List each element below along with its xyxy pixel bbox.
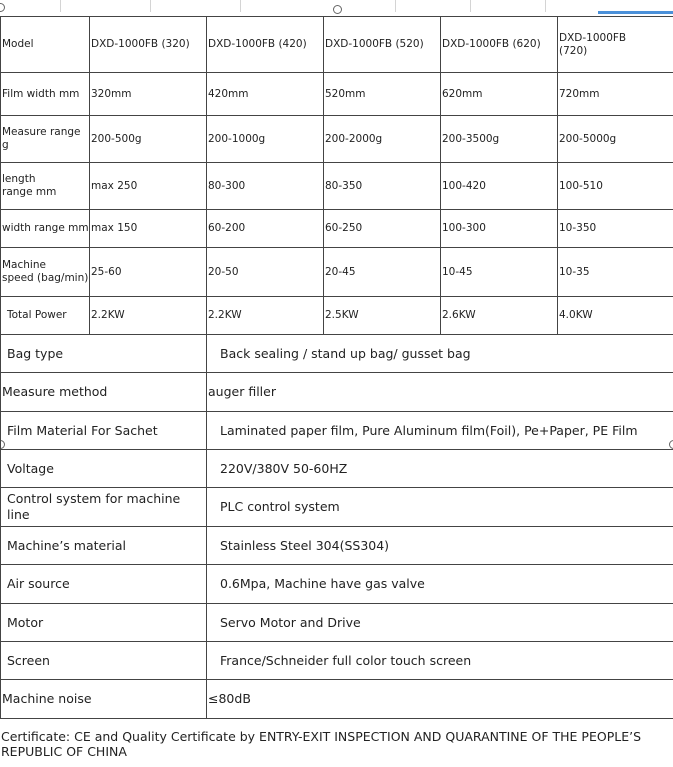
common-row — [1, 373, 673, 412]
model-header-cell: DXD-1000FB (420) — [207, 17, 324, 73]
common-row — [1, 527, 673, 565]
ruler-tick — [470, 0, 471, 12]
common-value-cell: auger filler — [207, 373, 673, 412]
spec-label-cell: width range mm — [1, 210, 90, 248]
spec-value-cell: 80-300 — [207, 163, 324, 210]
spec-label-cell: Machine speed (bag/min) — [1, 248, 90, 297]
spec-value-cell: 100-300 — [441, 210, 558, 248]
spec-label-cell: Film width mm — [1, 73, 90, 116]
spec-value-cell: 2.6KW — [441, 297, 558, 335]
spec-value-cell: 200-5000g — [558, 116, 673, 163]
common-row — [1, 642, 673, 680]
common-label-cell: Machine’s material — [1, 527, 207, 565]
ruler-tick — [395, 0, 396, 12]
spec-value-cell: 2.5KW — [324, 297, 441, 335]
spec-row — [1, 116, 673, 163]
spec-value-cell: 10-45 — [441, 248, 558, 297]
common-value-cell: PLC control system — [207, 488, 673, 527]
spec-value-cell: 2.2KW — [207, 297, 324, 335]
model-header-cell: DXD-1000FB (320) — [90, 17, 207, 73]
common-label-cell: Bag type — [1, 335, 207, 373]
spec-value-cell: 2.2KW — [90, 297, 207, 335]
spec-label-cell: Measure range g — [1, 116, 90, 163]
common-value-cell: Laminated paper film, Pure Aluminum film(Foil), Pe+Paper, PE Film — [207, 412, 673, 450]
spec-row — [1, 297, 673, 335]
spec-value-cell: 720mm — [558, 73, 673, 116]
common-value-cell: France/Schneider full color touch screen — [207, 642, 673, 680]
spec-value-cell: 10-35 — [558, 248, 673, 297]
common-row — [1, 450, 673, 488]
spec-value-cell: 100-420 — [441, 163, 558, 210]
common-label-cell: Film Material For Sachet — [1, 412, 207, 450]
spec-value-cell: 420mm — [207, 73, 324, 116]
spec-table — [0, 16, 673, 719]
spec-value-cell: 60-250 — [324, 210, 441, 248]
model-header-cell: DXD-1000FB (720) — [558, 17, 673, 73]
selection-indicator — [598, 11, 673, 14]
spec-value-cell: 620mm — [441, 73, 558, 116]
spec-row — [1, 210, 673, 248]
spec-value-cell: 20-50 — [207, 248, 324, 297]
spec-value-cell: 20-45 — [324, 248, 441, 297]
spec-value-cell: 10-350 — [558, 210, 673, 248]
spec-row — [1, 163, 673, 210]
spec-value-cell: 80-350 — [324, 163, 441, 210]
spec-value-cell: 200-3500g — [441, 116, 558, 163]
common-value-cell: ≤80dB — [207, 680, 673, 719]
spec-label-cell: length range mm — [1, 163, 90, 210]
common-label-cell: Screen — [1, 642, 207, 680]
common-value-cell: 0.6Mpa, Machine have gas valve — [207, 565, 673, 604]
header-label-cell: Model — [1, 17, 90, 73]
spec-label-cell: Total Power — [1, 297, 90, 335]
ruler-tick — [240, 0, 241, 12]
spec-value-cell: 60-200 — [207, 210, 324, 248]
ruler-tick — [60, 0, 61, 12]
common-row — [1, 488, 673, 527]
resize-handle[interactable] — [333, 5, 342, 14]
common-row — [1, 335, 673, 373]
spec-value-cell: 25-60 — [90, 248, 207, 297]
common-value-cell: Back sealing / stand up bag/ gusset bag — [207, 335, 673, 373]
ruler-tick — [545, 0, 546, 12]
header-row — [1, 17, 673, 73]
spec-row — [1, 248, 673, 297]
spec-value-cell: 4.0KW — [558, 297, 673, 335]
common-label-cell: Motor — [1, 604, 207, 642]
common-value-cell: Stainless Steel 304(SS304) — [207, 527, 673, 565]
common-label-cell: Control system for machine line — [1, 488, 207, 527]
spec-value-cell: max 150 — [90, 210, 207, 248]
common-label-cell: Measure method — [1, 373, 207, 412]
common-label-cell: Voltage — [1, 450, 207, 488]
certificate-text: Certificate: CE and Quality Certificate by ENTRY-EXIT INSPECTION AND QUARANTINE OF THE PEOPLE’S REPUBLIC OF CHINA — [1, 729, 642, 759]
spec-value-cell: 520mm — [324, 73, 441, 116]
spec-value-cell: 320mm — [90, 73, 207, 116]
spec-value-cell: 200-500g — [90, 116, 207, 163]
spec-value-cell: max 250 — [90, 163, 207, 210]
common-row — [1, 604, 673, 642]
spec-value-cell: 200-1000g — [207, 116, 324, 163]
common-value-cell: Servo Motor and Drive — [207, 604, 673, 642]
model-header-cell: DXD-1000FB (620) — [441, 17, 558, 73]
common-row — [1, 680, 673, 719]
spec-value-cell: 100-510 — [558, 163, 673, 210]
model-header-cell: DXD-1000FB (520) — [324, 17, 441, 73]
common-label-cell: Machine noise — [1, 680, 207, 719]
common-row — [1, 565, 673, 604]
ruler-tick — [150, 0, 151, 12]
common-row — [1, 412, 673, 450]
spec-row — [1, 73, 673, 116]
spec-value-cell: 200-2000g — [324, 116, 441, 163]
common-value-cell: 220V/380V 50-60HZ — [207, 450, 673, 488]
common-label-cell: Air source — [1, 565, 207, 604]
spec-table-body — [1, 17, 673, 719]
